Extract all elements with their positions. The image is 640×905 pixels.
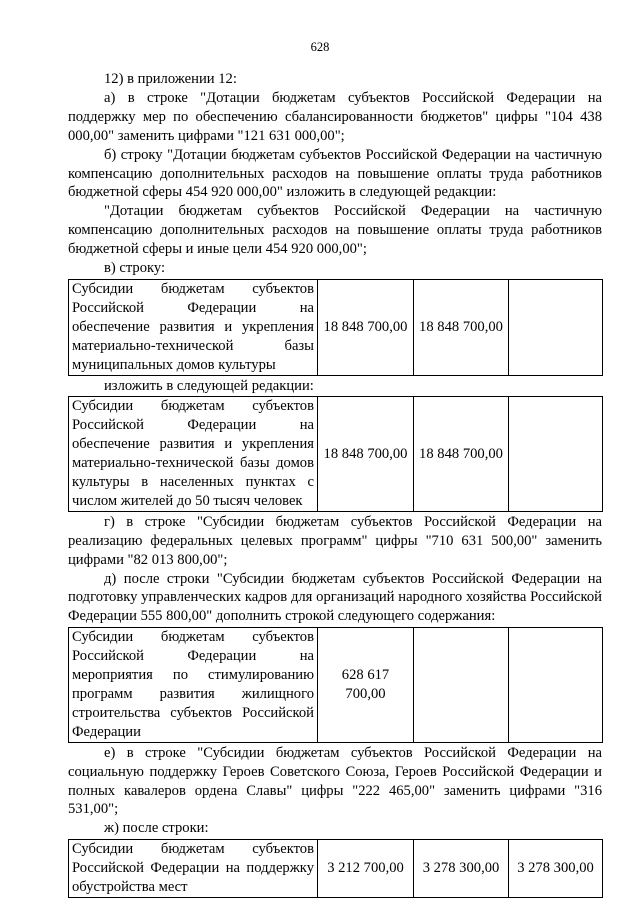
paragraph-a: а) в строке "Дотации бюджетам субъектов Российской Федерации на поддержку мер по обеспечению сбалансированности бюджетов" цифры "104 438 000,00" заменить цифрами "121 631 000,00"; xyxy=(68,89,602,144)
paragraph-v: в) строку: xyxy=(104,260,166,277)
amount-cell: 18 848 700,00 xyxy=(414,397,509,511)
amount-cell xyxy=(509,397,603,511)
item-12-heading: 12) в приложении 12: xyxy=(104,71,237,87)
paragraph-e: е) в строке "Субсидии бюджетам субъектов Российской Федерации на социальную поддержку Героев Советского Союза, Героев Российской Федерации и полных кавалеров ордена Славы" цифры "222 465,00" заменить цифрами "316 531,00"; xyxy=(68,744,602,818)
document-body xyxy=(68,70,602,899)
table-after-row xyxy=(68,839,603,898)
row-name-cell: Субсидии бюджетам субъектов Российской Федерации на обеспечение развития и укрепления материально-технической базы домов культуры в населенных пунктах с числом жителей до 50 тысяч человек xyxy=(69,397,318,511)
amount-cell: 3 278 300,00 xyxy=(509,840,603,898)
row-name-cell: Субсидии бюджетам субъектов Российской Федерации на мероприятия по стимулированию программ развития жилищного строительства субъектов Российской Федерации xyxy=(69,628,318,742)
table-row xyxy=(69,840,603,898)
table-added-row xyxy=(68,627,603,742)
amount-cell xyxy=(509,279,603,375)
table-row xyxy=(69,628,603,742)
amount-cell: 3 278 300,00 xyxy=(414,840,509,898)
amount-cell: 18 848 700,00 xyxy=(414,279,509,375)
paragraph-g: г) в строке "Субсидии бюджетам субъектов Российской Федерации на реализацию федеральных целевых программ" цифры "710 631 500,00" заменить цифрами "82 013 800,00"; xyxy=(68,513,602,568)
amount-cell: 628 617 700,00 xyxy=(318,628,414,742)
paragraph-v-edit: изложить в следующей редакции: xyxy=(104,377,314,394)
amount-cell: 18 848 700,00 xyxy=(318,279,414,375)
table-row xyxy=(69,279,603,375)
amount-cell: 18 848 700,00 xyxy=(318,397,414,511)
paragraph-zh: ж) после строки: xyxy=(104,820,209,837)
row-name-cell: Субсидии бюджетам субъектов Российской Федерации на поддержку обустройства мест xyxy=(69,840,318,898)
paragraph-d: д) после строки "Субсидии бюджетам субъектов Российской Федерации на подготовку управленческих кадров для организаций народного хозяйства Российской Федерации 555 800,00" дополнить строкой следующего содержания: xyxy=(68,570,602,625)
table-new-row xyxy=(68,396,603,511)
page-number: 628 xyxy=(310,40,330,54)
amount-cell: 3 212 700,00 xyxy=(318,840,414,898)
table-row xyxy=(69,397,603,511)
row-name-cell: Субсидии бюджетам субъектов Российской Федерации на обеспечение развития и укрепления материально-технической базы муниципальных домов культуры xyxy=(69,279,318,375)
amount-cell xyxy=(509,628,603,742)
paragraph-b-quote: "Дотации бюджетам субъектов Российской Федерации на частичную компенсацию дополнительных расходов на повышение оплаты труда работников бюджетной сферы и иные цели 454 920 000,00"; xyxy=(68,203,602,258)
amount-cell xyxy=(414,628,509,742)
paragraph-b: б) строку "Дотации бюджетам субъектов Российской Федерации на частичную компенсацию дополнительных расходов на повышение оплаты труда работников бюджетной сферы 454 920 000,00" изложить в следующей редакции: xyxy=(68,146,602,201)
table-original-row xyxy=(68,279,603,376)
